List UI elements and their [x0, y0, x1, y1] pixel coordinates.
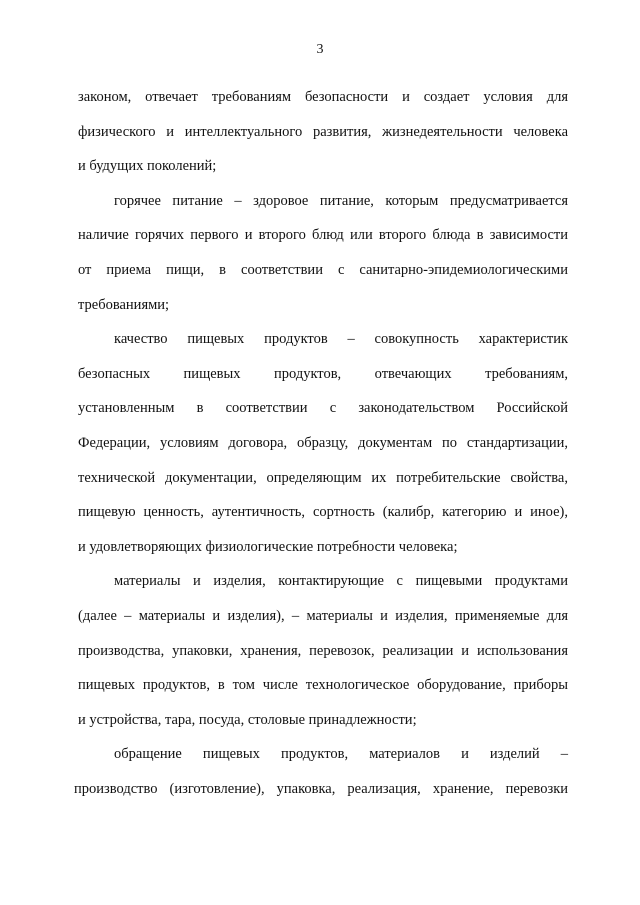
text-line: материалы и изделия, контактирующие с пищевыми продуктами [114, 573, 568, 590]
text-line: пищевых продуктов, в том числе технологическое оборудование, приборы [78, 677, 568, 694]
text-line: (далее – материалы и изделия), – материалы и изделия, применяемые для [78, 607, 568, 624]
text-line: технической документации, определяющим их потребительские свойства, [78, 469, 568, 486]
text-line: требованиями; [78, 296, 170, 313]
text-line: наличие горячих первого и второго блюд или второго блюда в зависимости [78, 227, 568, 244]
document-body [74, 80, 568, 806]
text-line: установленным в соответствии с законодательством Российской [78, 400, 568, 417]
text-line: обращение пищевых продуктов, материалов и изделий – [114, 746, 568, 763]
text-line: Федерации, условиям договора, образцу, документам по стандартизации, [78, 434, 568, 451]
text-line: и устройства, тара, посуда, столовые принадлежности; [78, 711, 417, 728]
text-line: производство (изготовление), упаковка, реализация, хранение, перевозки [74, 780, 568, 797]
text-line: физического и интеллектуального развития, жизнедеятельности человека [78, 123, 568, 140]
text-line: горячее питание – здоровое питание, которым предусматривается [114, 192, 568, 209]
page-number: 3 [316, 42, 324, 57]
text-line: и будущих поколений; [78, 158, 217, 175]
text-line: безопасных пищевых продуктов, отвечающих требованиям, [78, 365, 568, 382]
text-line: качество пищевых продуктов – совокупность характеристик [114, 331, 568, 348]
text-line: от приема пищи, в соответствии с санитарно-эпидемиологическими [78, 261, 568, 278]
text-line: законом, отвечает требованиям безопасности и создает условия для [78, 89, 568, 105]
text-line: пищевую ценность, аутентичность, сортность (калибр, категорию и иное), [78, 504, 568, 521]
text-line: производства, упаковки, хранения, перевозок, реализации и использования [78, 642, 568, 659]
text-line: и удовлетворяющих физиологические потребности человека; [78, 538, 458, 555]
